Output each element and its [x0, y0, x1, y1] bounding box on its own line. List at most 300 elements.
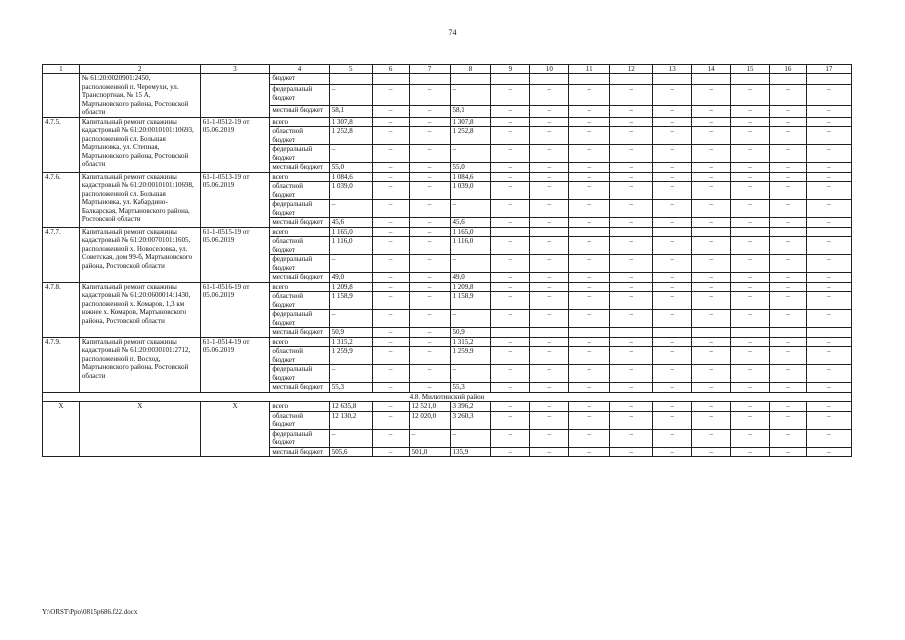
- header-cell: 7: [409, 65, 450, 74]
- value-col11: –: [569, 145, 610, 163]
- value-col17: –: [806, 273, 851, 283]
- empty-cell: [653, 227, 692, 237]
- value-col5: 58,1: [329, 106, 372, 117]
- value-col9: –: [491, 365, 530, 383]
- header-cell: 17: [806, 65, 851, 74]
- item-document: 61-1-0512-19 от 05.06.2019: [200, 117, 270, 172]
- value-col5: 12 635,8: [329, 402, 372, 412]
- header-cell: 1: [43, 65, 80, 74]
- value-col11: –: [569, 117, 610, 127]
- item-document: 61-1-0514-19 от 05.06.2019: [200, 337, 270, 392]
- value-col10: –: [530, 127, 569, 145]
- value-col6: –: [372, 383, 409, 393]
- value-col17: –: [806, 347, 851, 365]
- item-name: Капитальный ремонт скважины кадастровый № 61:20:0030101:2712, расположенной п. Восход, Мартыновского района, Ростовской области: [79, 337, 200, 392]
- empty-cell: [491, 74, 530, 85]
- value-col12: –: [610, 218, 653, 228]
- value-col8: 135,9: [450, 447, 491, 457]
- value-col6: –: [372, 237, 409, 255]
- value-col9: –: [491, 127, 530, 145]
- header-cell: 5: [329, 65, 372, 74]
- value-col9: –: [491, 172, 530, 182]
- empty-cell: [329, 74, 372, 85]
- value-col14: –: [692, 218, 731, 228]
- value-col13: –: [653, 182, 692, 200]
- value-col7: –: [409, 255, 450, 273]
- budget-source: всего: [270, 402, 329, 412]
- value-col8: 1 165,0: [450, 227, 491, 237]
- empty-cell: [530, 328, 569, 338]
- value-col17: –: [806, 200, 851, 218]
- value-col9: –: [491, 310, 530, 328]
- value-col17: –: [806, 365, 851, 383]
- value-col15: –: [731, 106, 770, 117]
- value-col10: –: [530, 163, 569, 173]
- value-col9: –: [491, 85, 530, 106]
- value-col11: –: [569, 447, 610, 457]
- value-col14: –: [692, 127, 731, 145]
- value-col12: –: [610, 411, 653, 429]
- value-col6: –: [372, 172, 409, 182]
- header-cell: 10: [530, 65, 569, 74]
- value-col11: –: [569, 255, 610, 273]
- value-col14: –: [692, 383, 731, 393]
- value-col7: –: [409, 365, 450, 383]
- value-col14: –: [692, 172, 731, 182]
- value-col8: –: [450, 310, 491, 328]
- value-col14: –: [692, 337, 731, 347]
- value-col5: 1 315,2: [329, 337, 372, 347]
- value-col15: –: [731, 383, 770, 393]
- value-col9: –: [491, 292, 530, 310]
- budget-table: [42, 64, 852, 457]
- value-col13: –: [653, 383, 692, 393]
- value-col10: –: [530, 172, 569, 182]
- value-col11: –: [569, 237, 610, 255]
- value-col15: –: [731, 402, 770, 412]
- empty-cell: [530, 74, 569, 85]
- value-col12: –: [610, 163, 653, 173]
- value-col6: –: [372, 255, 409, 273]
- value-col6: –: [372, 337, 409, 347]
- table-row: [43, 74, 852, 85]
- value-col17: –: [806, 172, 851, 182]
- value-col5: –: [329, 145, 372, 163]
- value-col5: –: [329, 365, 372, 383]
- value-col8: 50,9: [450, 328, 491, 338]
- empty-cell: [653, 74, 692, 85]
- value-col16: –: [769, 383, 806, 393]
- budget-source: всего: [270, 337, 329, 347]
- value-col17: –: [806, 337, 851, 347]
- value-col6: –: [372, 145, 409, 163]
- value-col13: –: [653, 255, 692, 273]
- value-col7: 501,0: [409, 447, 450, 457]
- value-col6: –: [372, 447, 409, 457]
- value-col5: 1 259,9: [329, 347, 372, 365]
- budget-source: всего: [270, 117, 329, 127]
- value-col7: –: [409, 383, 450, 393]
- value-col5: 1 039,0: [329, 182, 372, 200]
- table-row: [43, 227, 852, 237]
- value-col9: –: [491, 218, 530, 228]
- value-col16: –: [769, 282, 806, 292]
- value-col11: –: [569, 273, 610, 283]
- value-col16: –: [769, 447, 806, 457]
- value-col9: –: [491, 145, 530, 163]
- empty-cell: [731, 328, 770, 338]
- value-col12: –: [610, 117, 653, 127]
- value-col5: 45,6: [329, 218, 372, 228]
- value-col13: –: [653, 200, 692, 218]
- item-name: Капитальный ремонт скважины кадастровый № 61:20:0600014:1430, расположенной х. Комаров, 1,3 км южнее х. Комаров, Мартыновского района, Ростовской области: [79, 282, 200, 337]
- value-col14: –: [692, 273, 731, 283]
- value-col8: 1 209,8: [450, 282, 491, 292]
- value-col5: 1 165,0: [329, 227, 372, 237]
- value-col16: –: [769, 411, 806, 429]
- value-col11: –: [569, 282, 610, 292]
- value-col6: –: [372, 117, 409, 127]
- value-col13: –: [653, 117, 692, 127]
- value-col13: –: [653, 429, 692, 447]
- empty-cell: [491, 227, 530, 237]
- value-col7: –: [409, 85, 450, 106]
- value-col15: –: [731, 337, 770, 347]
- empty-cell: [610, 227, 653, 237]
- value-col9: –: [491, 411, 530, 429]
- value-col13: –: [653, 447, 692, 457]
- budget-source: бюджет: [270, 74, 329, 85]
- item-document: 61-1-0516-19 от 05.06.2019: [200, 282, 270, 337]
- value-col7: –: [409, 337, 450, 347]
- value-col13: –: [653, 273, 692, 283]
- value-col8: 1 315,2: [450, 337, 491, 347]
- item-document: 61-1-0513-19 от 05.06.2019: [200, 172, 270, 227]
- value-col6: –: [372, 429, 409, 447]
- value-col17: –: [806, 237, 851, 255]
- value-col17: –: [806, 182, 851, 200]
- value-col7: –: [409, 282, 450, 292]
- value-col15: –: [731, 429, 770, 447]
- item-number: 4.7.5.: [43, 117, 80, 172]
- value-col17: –: [806, 310, 851, 328]
- value-col15: –: [731, 218, 770, 228]
- value-col9: –: [491, 347, 530, 365]
- value-col5: 505,6: [329, 447, 372, 457]
- value-col12: –: [610, 273, 653, 283]
- value-col11: –: [569, 182, 610, 200]
- value-col12: –: [610, 347, 653, 365]
- budget-source: местный бюджет: [270, 163, 329, 173]
- empty-cell: [806, 74, 851, 85]
- value-col8: 1 039,0: [450, 182, 491, 200]
- header-cell: 12: [610, 65, 653, 74]
- value-col6: –: [372, 328, 409, 338]
- value-col16: –: [769, 182, 806, 200]
- value-col11: –: [569, 310, 610, 328]
- item-number: 4.7.8.: [43, 282, 80, 337]
- value-col13: –: [653, 411, 692, 429]
- value-col17: –: [806, 383, 851, 393]
- value-col13: –: [653, 402, 692, 412]
- budget-source: федеральный бюджет: [270, 145, 329, 163]
- value-col10: –: [530, 411, 569, 429]
- value-col11: –: [569, 292, 610, 310]
- value-col10: –: [530, 106, 569, 117]
- value-col12: –: [610, 402, 653, 412]
- value-col7: –: [409, 182, 450, 200]
- value-col10: –: [530, 429, 569, 447]
- value-col6: –: [372, 218, 409, 228]
- value-col6: –: [372, 402, 409, 412]
- table-row: [43, 402, 852, 412]
- value-col17: –: [806, 218, 851, 228]
- budget-source: федеральный бюджет: [270, 200, 329, 218]
- empty-cell: [491, 328, 530, 338]
- value-col7: –: [409, 237, 450, 255]
- value-col15: –: [731, 447, 770, 457]
- value-col7: –: [409, 273, 450, 283]
- value-col14: –: [692, 365, 731, 383]
- header-cell: 2: [79, 65, 200, 74]
- value-col16: –: [769, 402, 806, 412]
- value-col15: –: [731, 282, 770, 292]
- value-col8: 45,6: [450, 218, 491, 228]
- value-col10: –: [530, 447, 569, 457]
- value-col7: –: [409, 145, 450, 163]
- value-col9: –: [491, 255, 530, 273]
- value-col5: –: [329, 429, 372, 447]
- value-col15: –: [731, 237, 770, 255]
- value-col8: 55,3: [450, 383, 491, 393]
- empty-cell: [610, 328, 653, 338]
- empty-cell: [610, 74, 653, 85]
- value-col6: –: [372, 106, 409, 117]
- value-col5: 49,0: [329, 273, 372, 283]
- header-cell: 11: [569, 65, 610, 74]
- value-col8: 1 307,8: [450, 117, 491, 127]
- value-col8: 1 084,6: [450, 172, 491, 182]
- value-col10: –: [530, 237, 569, 255]
- value-col10: –: [530, 292, 569, 310]
- value-col15: –: [731, 292, 770, 310]
- value-col13: –: [653, 106, 692, 117]
- value-col17: –: [806, 117, 851, 127]
- budget-source: федеральный бюджет: [270, 310, 329, 328]
- value-col14: –: [692, 163, 731, 173]
- value-col7: –: [409, 292, 450, 310]
- value-col6: –: [372, 365, 409, 383]
- value-col10: –: [530, 402, 569, 412]
- value-col15: –: [731, 255, 770, 273]
- value-col12: –: [610, 310, 653, 328]
- table-row: [43, 117, 852, 127]
- value-col7: –: [409, 172, 450, 182]
- value-col6: –: [372, 200, 409, 218]
- value-col5: 50,9: [329, 328, 372, 338]
- value-col8: 1 116,0: [450, 237, 491, 255]
- value-col8: –: [450, 255, 491, 273]
- budget-source: местный бюджет: [270, 447, 329, 457]
- value-col14: –: [692, 292, 731, 310]
- value-col15: –: [731, 85, 770, 106]
- value-col16: –: [769, 429, 806, 447]
- value-col10: –: [530, 218, 569, 228]
- value-col10: –: [530, 337, 569, 347]
- budget-source: областной бюджет: [270, 182, 329, 200]
- value-col5: 1 209,8: [329, 282, 372, 292]
- budget-source: всего: [270, 172, 329, 182]
- value-col9: –: [491, 282, 530, 292]
- value-col9: –: [491, 447, 530, 457]
- empty-cell: [769, 328, 806, 338]
- value-col16: –: [769, 255, 806, 273]
- value-col15: –: [731, 182, 770, 200]
- value-col8: –: [450, 200, 491, 218]
- value-col17: –: [806, 402, 851, 412]
- value-col5: 1 084,6: [329, 172, 372, 182]
- value-col6: –: [372, 127, 409, 145]
- budget-source: местный бюджет: [270, 328, 329, 338]
- value-col11: –: [569, 337, 610, 347]
- value-col8: –: [450, 365, 491, 383]
- budget-source: областной бюджет: [270, 237, 329, 255]
- budget-source: местный бюджет: [270, 273, 329, 283]
- value-col16: –: [769, 163, 806, 173]
- value-col10: –: [530, 383, 569, 393]
- value-col14: –: [692, 182, 731, 200]
- budget-source: местный бюджет: [270, 383, 329, 393]
- value-col6: –: [372, 292, 409, 310]
- value-col6: –: [372, 310, 409, 328]
- item-name: Капитальный ремонт скважины кадастровый № 61:20:0010101:10698, расположенной сл. Большая Мартыновка, ул. Кабардино-Балкарская, Мартыновского района, Ростовской области: [79, 172, 200, 227]
- empty-cell: [569, 227, 610, 237]
- footer-file-path: Y:\ORST\Ppo\0815p686.f22.docx: [42, 608, 138, 616]
- value-col5: 55,0: [329, 163, 372, 173]
- table-row: [43, 337, 852, 347]
- value-col15: –: [731, 200, 770, 218]
- value-col13: –: [653, 237, 692, 255]
- budget-source: местный бюджет: [270, 218, 329, 228]
- empty-cell: [692, 328, 731, 338]
- item-name: № 61:20:0020901:2450, расположенной п. Черемухи, ул. Транспортная, № 15 А, Мартыновского района, Ростовской области: [79, 74, 200, 118]
- value-col5: –: [329, 255, 372, 273]
- value-col14: –: [692, 347, 731, 365]
- value-col13: –: [653, 85, 692, 106]
- budget-source: местный бюджет: [270, 106, 329, 117]
- value-col17: –: [806, 255, 851, 273]
- table-row: [43, 282, 852, 292]
- empty-cell: [806, 227, 851, 237]
- value-col11: –: [569, 218, 610, 228]
- value-col7: –: [409, 163, 450, 173]
- value-col17: –: [806, 145, 851, 163]
- empty-cell: [731, 227, 770, 237]
- value-col7: –: [409, 429, 450, 447]
- item-number: [43, 74, 80, 118]
- value-col16: –: [769, 85, 806, 106]
- value-col9: –: [491, 273, 530, 283]
- value-col12: –: [610, 282, 653, 292]
- item-document: Х: [200, 402, 270, 457]
- header-cell: 4: [270, 65, 329, 74]
- value-col13: –: [653, 337, 692, 347]
- value-col10: –: [530, 310, 569, 328]
- empty-cell: [692, 227, 731, 237]
- empty-cell: [450, 74, 491, 85]
- item-document: [200, 74, 270, 118]
- value-col14: –: [692, 106, 731, 117]
- value-col16: –: [769, 218, 806, 228]
- value-col17: –: [806, 282, 851, 292]
- value-col5: 1 116,0: [329, 237, 372, 255]
- value-col9: –: [491, 402, 530, 412]
- value-col8: 3 260,3: [450, 411, 491, 429]
- value-col11: –: [569, 429, 610, 447]
- value-col15: –: [731, 365, 770, 383]
- empty-cell: [731, 74, 770, 85]
- value-col12: –: [610, 200, 653, 218]
- value-col11: –: [569, 127, 610, 145]
- item-number: 4.7.6.: [43, 172, 80, 227]
- value-col7: 12 020,0: [409, 411, 450, 429]
- value-col5: 1 158,9: [329, 292, 372, 310]
- value-col10: –: [530, 255, 569, 273]
- value-col10: –: [530, 273, 569, 283]
- section-title: 4.8. Милютинский район: [43, 392, 852, 402]
- value-col15: –: [731, 310, 770, 328]
- value-col11: –: [569, 106, 610, 117]
- value-col9: –: [491, 163, 530, 173]
- value-col15: –: [731, 347, 770, 365]
- value-col17: –: [806, 292, 851, 310]
- value-col9: –: [491, 383, 530, 393]
- value-col10: –: [530, 200, 569, 218]
- value-col9: –: [491, 182, 530, 200]
- value-col9: –: [491, 237, 530, 255]
- value-col17: –: [806, 447, 851, 457]
- value-col7: 12 521,0: [409, 402, 450, 412]
- header-cell: 6: [372, 65, 409, 74]
- header-row: [43, 65, 852, 74]
- header-cell: 14: [692, 65, 731, 74]
- value-col16: –: [769, 117, 806, 127]
- value-col5: –: [329, 310, 372, 328]
- value-col14: –: [692, 310, 731, 328]
- section-row: [43, 392, 852, 402]
- value-col14: –: [692, 200, 731, 218]
- value-col11: –: [569, 200, 610, 218]
- value-col16: –: [769, 337, 806, 347]
- value-col15: –: [731, 117, 770, 127]
- empty-cell: [372, 74, 409, 85]
- value-col11: –: [569, 383, 610, 393]
- value-col15: –: [731, 145, 770, 163]
- item-number: 4.7.9.: [43, 337, 80, 392]
- header-cell: 3: [200, 65, 270, 74]
- value-col9: –: [491, 200, 530, 218]
- budget-source: областной бюджет: [270, 127, 329, 145]
- empty-cell: [569, 328, 610, 338]
- budget-source: федеральный бюджет: [270, 255, 329, 273]
- value-col12: –: [610, 447, 653, 457]
- value-col14: –: [692, 447, 731, 457]
- value-col13: –: [653, 347, 692, 365]
- value-col8: 58,1: [450, 106, 491, 117]
- value-col6: –: [372, 182, 409, 200]
- value-col12: –: [610, 365, 653, 383]
- value-col15: –: [731, 163, 770, 173]
